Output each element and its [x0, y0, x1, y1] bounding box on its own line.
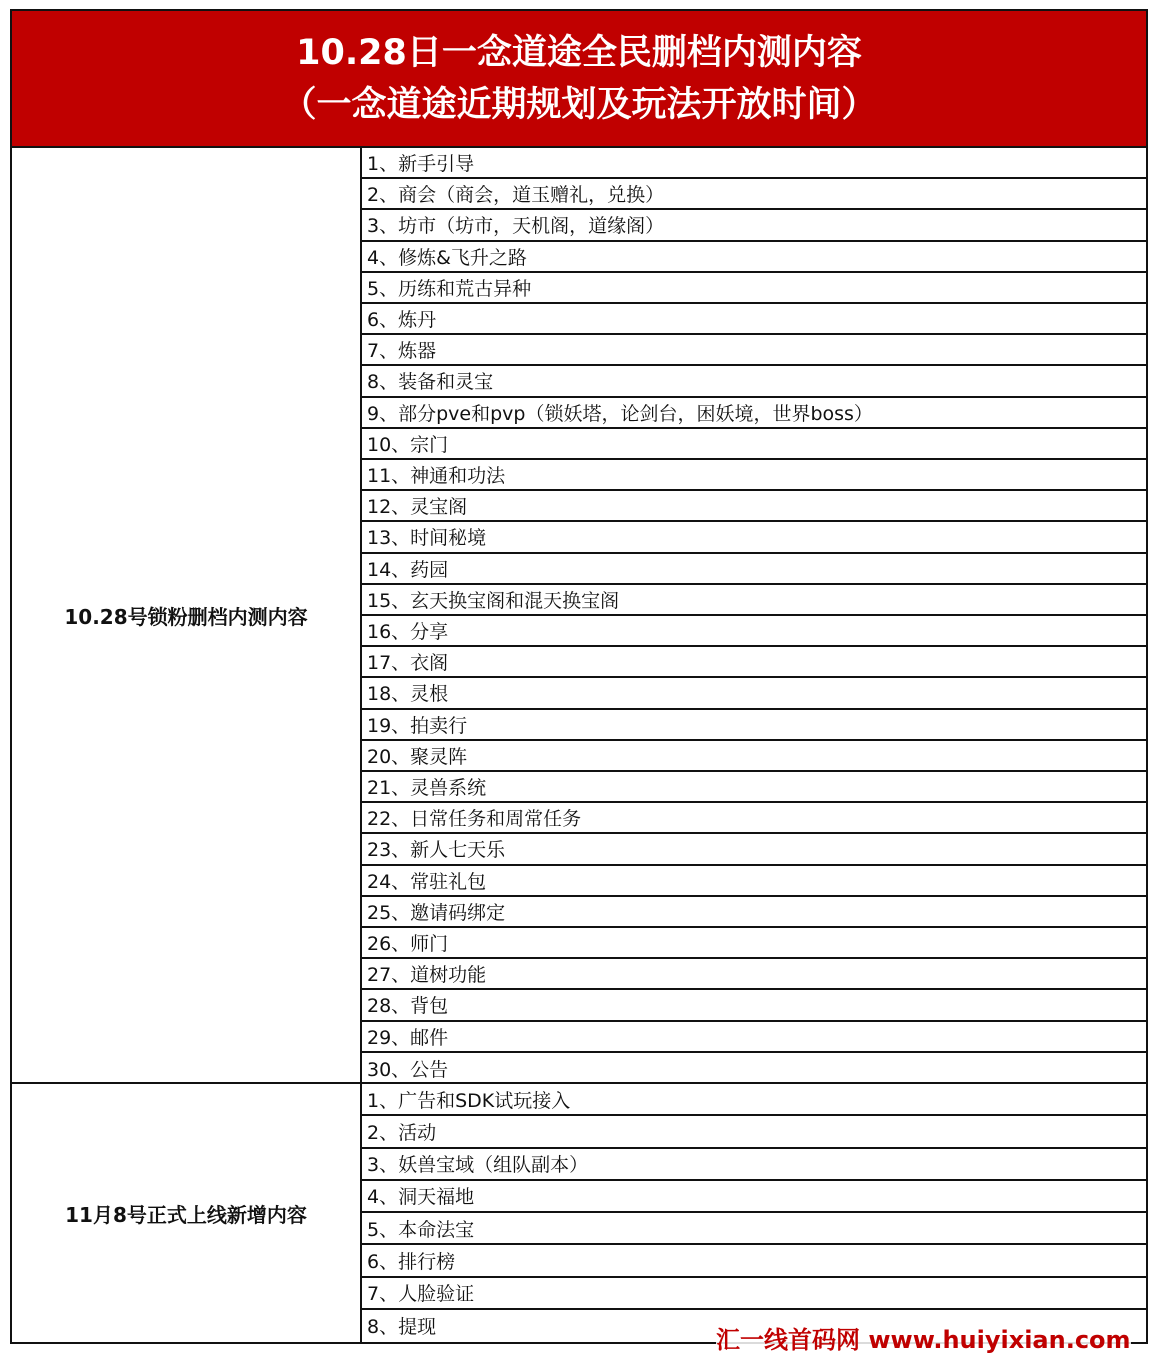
- list-item: 6、排行榜: [362, 1245, 1146, 1277]
- list-item: 26、师门: [362, 928, 1146, 959]
- list-item: 19、拍卖行: [362, 710, 1146, 741]
- list-item: 28、背包: [362, 990, 1146, 1021]
- list-item: 12、灵宝阁: [362, 491, 1146, 522]
- title-line-2: （一念道途近期规划及玩法开放时间）: [281, 84, 877, 125]
- title-banner: [12, 11, 1146, 148]
- section-label: 11月8号正式上线新增内容: [12, 1084, 362, 1342]
- list-item: 27、道树功能: [362, 959, 1146, 990]
- list-item: 30、公告: [367, 1058, 449, 1081]
- list-item: 21、灵兽系统: [362, 772, 1146, 803]
- section-beta: [12, 148, 1146, 1084]
- list-item: 4、洞天福地: [362, 1181, 1146, 1213]
- list-item: 15、玄天换宝阁和混天换宝阁: [362, 585, 1146, 616]
- list-item: 13、时间秘境: [362, 522, 1146, 553]
- list-item: 1、新手引导: [362, 148, 1146, 179]
- list-item: 7、炼器: [362, 335, 1146, 366]
- list-item: 14、药园: [362, 554, 1146, 585]
- list-item: 17、衣阁: [362, 647, 1146, 678]
- list-item: 6、炼丹: [362, 304, 1146, 335]
- list-item: 20、聚灵阵: [362, 741, 1146, 772]
- list-item: 1、广告和SDK试玩接入: [362, 1084, 1146, 1116]
- watermark-text: 汇一线首码网 www.huiyixian.com: [716, 1320, 1131, 1354]
- list-item: 3、妖兽宝域（组队副本）: [362, 1149, 1146, 1181]
- list-item: 22、日常任务和周常任务: [362, 803, 1146, 834]
- section-items: [362, 1084, 1146, 1342]
- list-item: 2、商会（商会，道玉赠礼，兑换）: [362, 179, 1146, 210]
- list-item: 3、坊市（坊市，天机阁，道缘阁）: [362, 210, 1146, 241]
- list-item: 16、分享: [362, 616, 1146, 647]
- list-item: 5、本命法宝: [362, 1213, 1146, 1245]
- list-item: 18、灵根: [362, 678, 1146, 709]
- section-launch: [12, 1084, 1146, 1342]
- list-item: 25、邀请码绑定: [362, 897, 1146, 928]
- list-item: 9、部分pve和pvp（锁妖塔，论剑台，困妖境，世界boss）: [362, 398, 1146, 429]
- section-items: [362, 148, 1146, 1082]
- section-label: 10.28号锁粉删档内测内容: [12, 148, 362, 1082]
- list-item: 7、人脸验证: [362, 1278, 1146, 1310]
- list-item: 8、提现: [367, 1316, 437, 1339]
- list-item: 10、宗门: [362, 429, 1146, 460]
- list-item: 5、历练和荒古异种: [362, 273, 1146, 304]
- list-item: 23、新人七天乐: [362, 834, 1146, 865]
- list-item: 2、活动: [362, 1116, 1146, 1148]
- list-item: 29、邮件: [362, 1022, 1146, 1053]
- document-sheet: [10, 9, 1148, 1344]
- list-item: 24、常驻礼包: [362, 866, 1146, 897]
- list-item: 4、修炼&飞升之路: [362, 242, 1146, 273]
- list-item: 11、神通和功法: [362, 460, 1146, 491]
- title-line-1: 10.28日一念道途全民删档内测内容: [296, 32, 862, 73]
- list-item: 8、装备和灵宝: [362, 366, 1146, 397]
